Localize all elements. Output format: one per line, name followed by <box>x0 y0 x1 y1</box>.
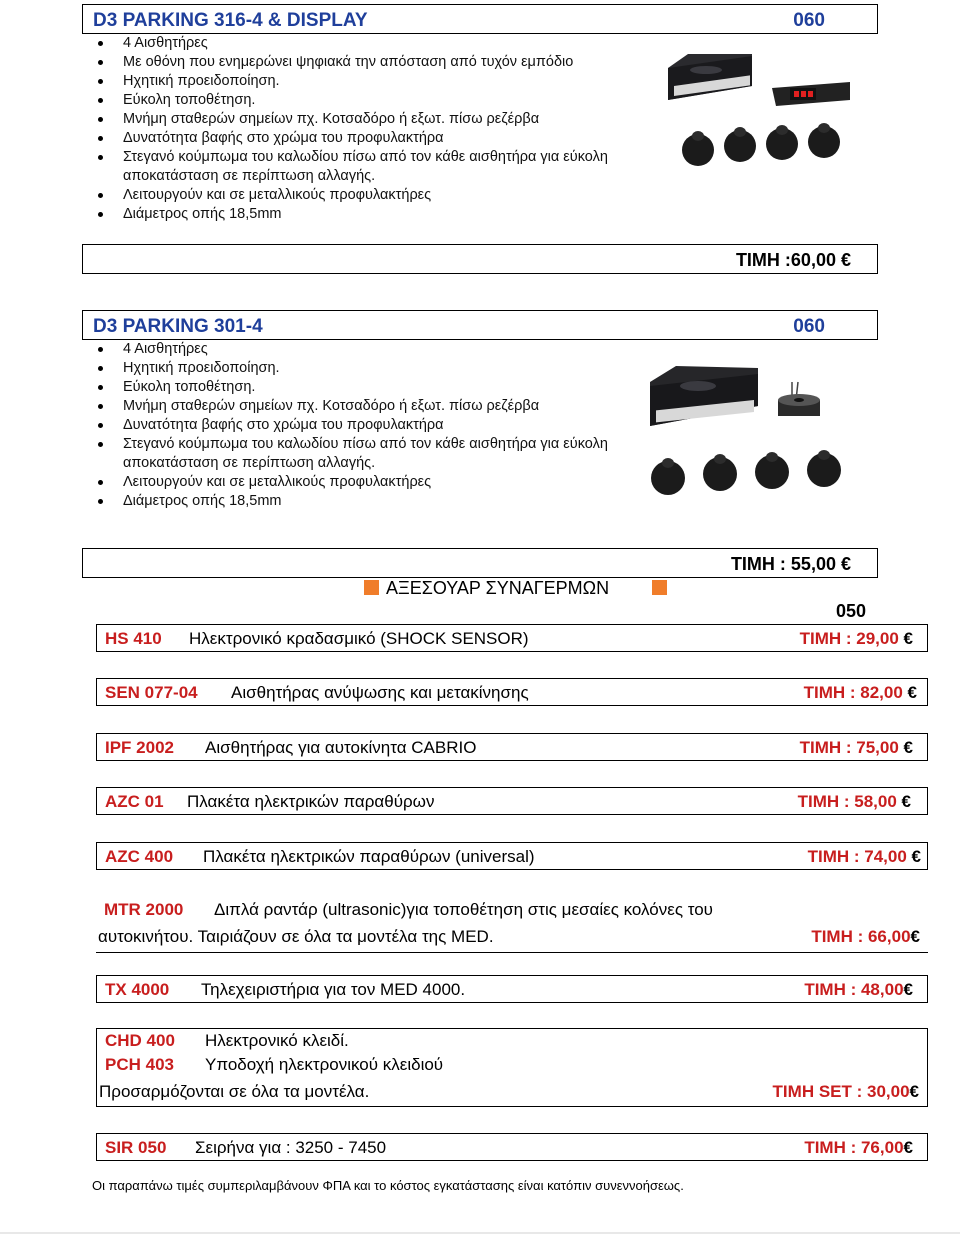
item-price: ΤΙΜΗ : 82,00 € <box>803 683 917 702</box>
accessory-row-mtr2000 <box>96 896 928 952</box>
item-description-line2: αυτοκινήτου. Ταιριάζουν σε όλα τα μοντέλα της MED. <box>98 927 494 946</box>
buzzer-icon <box>778 382 820 416</box>
euro-icon: € <box>840 554 851 574</box>
item-description: Αισθητήρας για αυτοκίνητα CABRIO <box>205 738 477 757</box>
accessory-row-chd400 <box>96 1028 928 1106</box>
item-description: Πλακέτα ηλεκτρικών παραθύρων <box>187 792 435 811</box>
accessory-row-sir050 <box>96 1133 928 1161</box>
item-description: Αισθητήρας ανύψωσης και μετακίνησης <box>231 683 529 702</box>
item-code: AZC 400 <box>105 847 174 866</box>
euro-icon: € <box>903 629 913 648</box>
feature-item: Ηχητική προειδοποίηση. <box>92 72 622 91</box>
product2-code: 060 <box>793 316 825 337</box>
euro-icon: € <box>903 738 913 757</box>
feature-item: Στεγανό κούμπωμα του καλωδίου πίσω από τον κάθε αισθητήρα για εύκολη αποκατάσταση σε περίπτωση αλλαγής. <box>92 148 622 186</box>
divider <box>96 1106 928 1107</box>
item-description: Ηλεκτρονικό κραδασμικό (SHOCK SENSOR) <box>189 629 529 648</box>
product1-code: 060 <box>793 10 825 31</box>
feature-item: 4 Αισθητήρες <box>92 340 624 359</box>
sensor-icon <box>808 123 840 158</box>
item-description: Διπλά ραντάρ (ultrasonic)για τοποθέτηση στις μεσαίες κολόνες του <box>214 900 713 919</box>
footnote: Οι παραπάνω τιμές συμπεριλαμβάνουν ΦΠΑ και το κόστος εγκατάστασης είναι κατόπιν συνεννοήσεως. <box>92 1178 684 1193</box>
item-description: Υποδοχή ηλεκτρονικού κλειδιού <box>205 1055 444 1074</box>
orange-square-icon <box>652 580 667 595</box>
euro-icon: € <box>840 250 851 270</box>
sensor-icon <box>651 458 685 495</box>
item-code: HS 410 <box>105 629 162 648</box>
feature-item: Μνήμη σταθερών σημείων πχ. Κοτσαδόρο ή εξωτ. πίσω ρεζέρβα <box>92 397 624 416</box>
item-code: AZC 01 <box>105 792 164 811</box>
item-price: ΤΙΜΗ : 74,00 € <box>807 847 921 866</box>
compatibility-note: Προσαρμόζονται σε όλα τα μοντέλα. <box>99 1082 370 1101</box>
item-description: Ηλεκτρονικό κλειδί. <box>205 1031 349 1050</box>
euro-icon: € <box>901 792 911 811</box>
item-code: CHD 400 <box>105 1031 175 1050</box>
feature-item: Λειτουργούν και σε μεταλλικούς προφυλακτήρες <box>92 473 624 492</box>
sensor-icon <box>682 131 714 166</box>
item-code: PCH 403 <box>105 1055 174 1074</box>
sensor-icon <box>766 125 798 160</box>
product1-image <box>660 48 860 178</box>
euro-icon: € <box>911 847 921 866</box>
product1-header <box>82 4 878 34</box>
product2-features <box>92 340 624 511</box>
item-price: ΤΙΜΗ : 58,00 € <box>797 792 911 811</box>
item-code: MTR 2000 <box>104 900 184 919</box>
euro-icon: € <box>903 980 913 999</box>
feature-item: Δυνατότητα βαφής στο χρώμα του προφυλακτήρα <box>92 129 622 148</box>
item-price: ΤΙΜΗ : 48,00€ <box>804 980 913 999</box>
product1-features <box>92 34 622 224</box>
item-description: Τηλεχειριστήρια για τον MED 4000. <box>201 980 466 999</box>
control-unit-icon <box>650 366 758 426</box>
product2-header <box>82 310 878 340</box>
item-code: TX 4000 <box>105 980 170 999</box>
item-price: ΤΙΜΗ : 29,00 € <box>799 629 913 648</box>
product1-price-box <box>82 244 878 274</box>
item-price: ΤΙΜΗ : 76,00€ <box>804 1138 913 1157</box>
item-price: ΤΙΜΗ : 75,00 € <box>799 738 913 757</box>
accessory-row-azc01 <box>96 787 928 815</box>
item-code: IPF 2002 <box>105 738 174 757</box>
accessory-row-tx4000 <box>96 975 928 1003</box>
accessories-code: 050 <box>836 601 867 621</box>
sensor-icon <box>755 452 789 489</box>
euro-icon: € <box>910 927 920 946</box>
euro-icon: € <box>907 683 917 702</box>
product2-price-box <box>82 548 878 578</box>
accessory-row-hs410 <box>96 624 928 652</box>
control-unit-icon <box>668 54 752 100</box>
feature-item: Εύκολη τοποθέτηση. <box>92 91 622 110</box>
item-price: ΤΙΜΗ : 66,00€ <box>811 927 920 946</box>
product2-price: ΤΙΜΗ : 55,00 € <box>730 554 851 574</box>
orange-square-icon <box>364 580 379 595</box>
accessory-row-ipf2002 <box>96 733 928 761</box>
sensor-icon <box>703 454 737 491</box>
accessory-row-sen077 <box>96 678 928 706</box>
accessories-heading: ΑΞΕΣΟΥΑΡ ΣΥΝΑΓΕΡΜΩΝ <box>386 578 610 598</box>
feature-item: Δυνατότητα βαφής στο χρώμα του προφυλακτήρα <box>92 416 624 435</box>
item-price: ΤΙΜΗ SET : 30,00€ <box>772 1082 919 1101</box>
display-icon <box>772 82 850 106</box>
feature-item: Στεγανό κούμπωμα του καλωδίου πίσω από τον κάθε αισθητήρα για εύκολη αποκατάσταση σε περίπτωση αλλαγής. <box>92 435 624 473</box>
feature-item: Ηχητική προειδοποίηση. <box>92 359 624 378</box>
accessory-row-azc400 <box>96 842 928 870</box>
sensor-icon <box>724 127 756 162</box>
feature-item: 4 Αισθητήρες <box>92 34 622 53</box>
product2-title: D3 PARKING 301-4 <box>93 316 263 337</box>
feature-item: Διάμετρος οπής 18,5mm <box>92 492 624 511</box>
product1-price: ΤΙΜΗ :60,00 € <box>735 250 851 270</box>
item-description: Σειρήνα για : 3250 - 7450 <box>195 1138 387 1157</box>
item-description: Πλακέτα ηλεκτρικών παραθύρων (universal) <box>203 847 535 866</box>
item-code: SEN 077-04 <box>105 683 198 702</box>
item-code: SIR 050 <box>105 1138 167 1157</box>
feature-item: Λειτουργούν και σε μεταλλικούς προφυλακτήρες <box>92 186 622 205</box>
divider <box>96 952 928 953</box>
product2-image <box>640 360 860 510</box>
feature-item: Διάμετρος οπής 18,5mm <box>92 205 622 224</box>
euro-icon: € <box>909 1082 919 1101</box>
feature-item: Εύκολη τοποθέτηση. <box>92 378 624 397</box>
product1-title: D3 PARKING 316-4 & DISPLAY <box>93 10 368 31</box>
sensor-icon <box>807 450 841 487</box>
footer-rule <box>0 1232 960 1234</box>
feature-item: Με οθόνη που ενημερώνει ψηφιακά την απόσταση από τυχόν εμπόδιο <box>92 53 622 72</box>
euro-icon: € <box>903 1138 913 1157</box>
feature-item: Μνήμη σταθερών σημείων πχ. Κοτσαδόρο ή εξωτ. πίσω ρεζέρβα <box>92 110 622 129</box>
